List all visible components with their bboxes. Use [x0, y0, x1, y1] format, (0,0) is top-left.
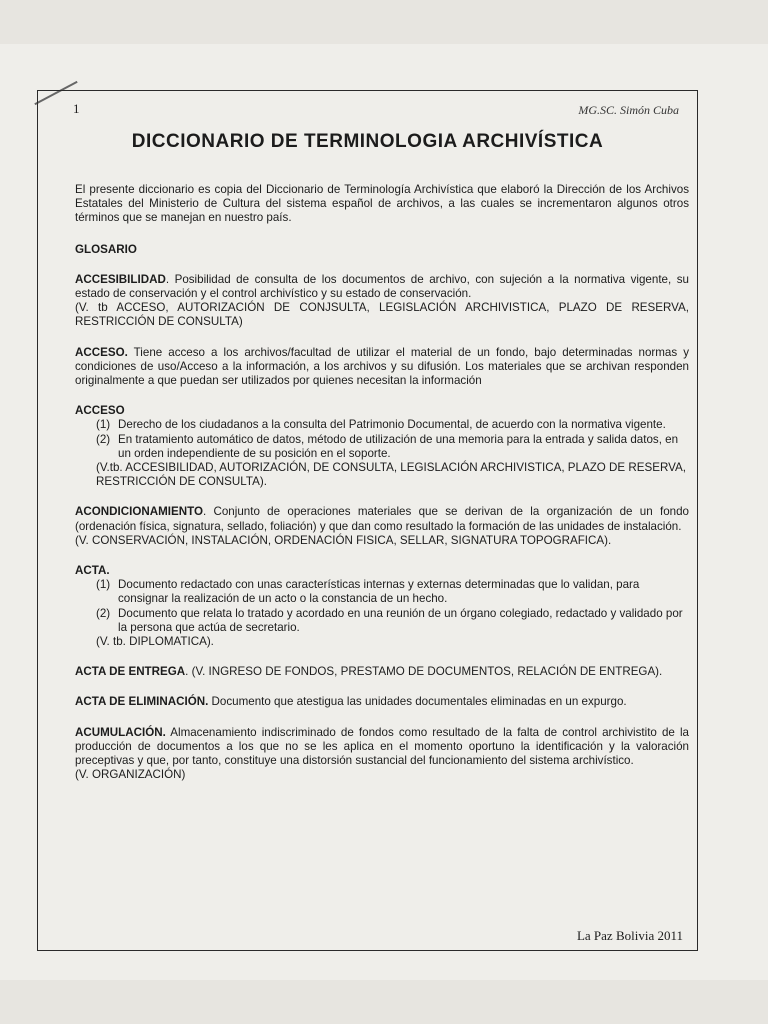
entry-acceso-2 — [75, 404, 689, 489]
entry-acceso-1 — [75, 346, 689, 389]
definition-list — [75, 578, 689, 649]
entry-term: ACTA DE ELIMINACIÓN. — [75, 695, 209, 709]
definition-list — [75, 418, 689, 489]
item-number: (1) — [96, 418, 111, 432]
page-title: DICCIONARIO DE TERMINOLOGIA ARCHIVÍSTICA — [131, 131, 604, 152]
page-frame — [37, 90, 698, 951]
entry-term: ACTA. — [75, 564, 110, 578]
entry-term: ACCESO — [75, 404, 125, 418]
item-number: (2) — [96, 432, 111, 446]
list-reference — [96, 635, 689, 649]
entry-term: ACTA DE ENTREGA — [75, 665, 186, 679]
entry-acta — [75, 564, 689, 649]
entry-reference: (V. tb. DIPLOMATICA). — [96, 635, 214, 649]
list-item — [96, 433, 689, 461]
entry-acta-de-entrega — [75, 665, 689, 679]
item-text: Documento redactado con unas características internas y externas determinadas que lo validan, para consignar la realización de un acto o la constancia de un hecho. — [118, 578, 640, 606]
item-number: (2) — [96, 606, 111, 620]
entry-term: ACCESIBILIDAD — [75, 272, 166, 286]
entry-definition: Documento que atestigua las unidades documentales eliminadas en un expurgo. — [208, 695, 627, 709]
item-text: En tratamiento automático de datos, método de utilización de una memoria para la entrada y salida datos, en un orden independiente de su posición en el soporte. — [118, 432, 679, 460]
entry-definition: . Posibilidad de consulta de los documentos de archivo, con sujeción a la normativa vigente, su estado de conservación y el control archivístico y su estado de conservación. — [75, 272, 689, 301]
document-body — [75, 183, 689, 783]
entry-accesibilidad — [75, 273, 689, 330]
entry-term: ACONDICIONAMIENTO — [75, 505, 203, 519]
entry-reference: (V. tb ACCESO, AUTORIZACIÓN DE CONJSULTA, LEGISLACIÓN ARCHIVISTICA, PLAZO DE RESERVA, RESTRICCIÓN DE CONSULTA) — [75, 301, 689, 329]
item-number: (1) — [96, 578, 111, 592]
entry-acumulacion — [75, 726, 689, 783]
glosario-heading: GLOSARIO — [75, 242, 137, 256]
entry-definition: Almacenamiento indiscriminado de fondos como resultado de la falta de control archivistito de la producción de documentos a los que no se les aplica en el momento oportuno la identificación y la valoración preceptivas y que, por tanto, constituye una distorsión sustancial del funcionamiento del sistema archivístico. — [75, 725, 689, 768]
entry-acondicionamiento — [75, 505, 689, 548]
list-item — [96, 607, 689, 635]
intro-paragraph: El presente diccionario es copia del Diccionario de Terminología Archivística que elaboró la Dirección de los Archivos Estatales del Ministerio de Cultura del sistema español de archivos, a las cuales se incrementaron algunos otros términos que se manejan en nuestro país. — [75, 183, 689, 225]
list-reference — [96, 461, 689, 489]
entry-definition: . Conjunto de operaciones materiales que se derivan de la organización de un fondo (ordenación física, signatura, sellado, foliación) y que dan como resultado la formación de las unidades de instalación. — [75, 505, 689, 533]
entry-reference: (V. ORGANIZACIÓN) — [75, 768, 186, 782]
entry-reference: (V. CONSERVACIÓN, INSTALACIÓN, ORDENACIÓN FISICA, SELLAR, SIGNATURA TOPOGRAFICA). — [75, 533, 612, 547]
page-number: 1 — [73, 101, 80, 116]
list-item — [96, 418, 689, 432]
entry-term: ACUMULACIÓN. — [75, 725, 166, 739]
item-text: Derecho de los ciudadanos a la consulta del Patrimonio Documental, de acuerdo con la normativa vigente. — [118, 418, 666, 432]
entry-reference: (V.tb. ACCESIBILIDAD, AUTORIZACIÓN, DE CONSULTA, LEGISLACIÓN ARCHIVISTICA, PLAZO DE RESERVA, RESTRICCIÓN DE CONSULTA). — [96, 461, 686, 489]
author-name: MG.SC. Simón Cuba — [578, 103, 679, 117]
entry-term: ACCESO. — [75, 345, 128, 359]
document-page — [0, 44, 768, 980]
entry-definition: Tiene acceso a los archivos/facultad de utilizar el material de un fondo, bajo determinadas normas y condiciones de uso/Acceso a la información, a los archivos y su difusión. Los materiales que se archivan responden originalmente a que puedan ser utilizados por quienes necesitan la información — [75, 345, 689, 388]
footer-location-date: La Paz Bolivia 2011 — [576, 928, 683, 943]
item-text: Documento que relata lo tratado y acordado en una reunión de un órgano colegiado, redactado y validado por la persona que actúa de secretario. — [118, 606, 683, 634]
entry-definition: . (V. INGRESO DE FONDOS, PRESTAMO DE DOCUMENTOS, RELACIÓN DE ENTREGA). — [185, 665, 663, 679]
list-item — [96, 578, 689, 606]
entry-acta-de-eliminacion — [75, 695, 689, 709]
